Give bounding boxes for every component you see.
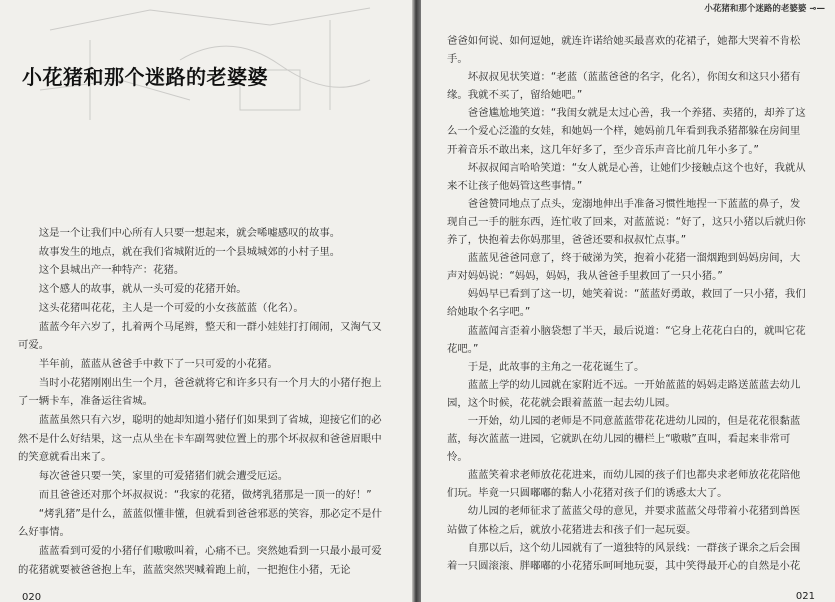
paragraph: 这个县城出产一种特产：花猪。 — [38, 264, 185, 277]
paragraph: 爸爸如何说、如何逗她，就连许诺给她买最喜欢的花裙子，她都大哭着不肯松手。 — [447, 35, 801, 66]
left-body-text — [18, 224, 384, 579]
left-page — [0, 0, 412, 602]
paragraph: 一开始，幼儿园的老师是不同意蓝蓝带花花进幼儿园的，但是花花很黏蓝蓝，每次蓝蓝一进园，它就趴在幼儿园的栅栏上“嗷嗷”直叫，看起来非常可怜。 — [447, 414, 801, 464]
paragraph: 蓝蓝闻言歪着小脑袋想了半天，最后说道：“它身上花花白白的，就叫它花花吧。” — [447, 324, 806, 355]
paragraph: 自那以后，这个幼儿园就有了一道独特的风景线：一群孩子课余之后会围着一只圆滚滚、胖嘟嘟的小花猪乐呵呵地玩耍，其中笑得最开心的自然是小花 — [447, 541, 801, 572]
paragraph: 这头花猪叫花花，主人是一个可爱的小女孩蓝蓝（化名）。 — [38, 301, 304, 314]
paragraph: 坏叔叔见状笑道：“老蓝（蓝蓝爸爸的名字，化名），你闺女和这只小猪有缘。我就不买了，留给她吧。” — [447, 71, 801, 102]
paragraph: 蓝蓝笑着求老师放花花进来，而幼儿园的孩子们也都央求老师放花花陪他们玩。毕竟一只圆嘟嘟的黏人小花猪对孩子们的诱惑太大了。 — [447, 469, 801, 500]
paragraph: 妈妈早已看到了这一切，她笑着说：“蓝蓝好勇敢，救回了一只小猪，我们给她取个名字吧。” — [447, 288, 806, 319]
paragraph: 蓝蓝今年六岁了，扎着两个马尾辫，整天和一群小娃娃打打闹闹，又淘气又可爱。 — [18, 320, 382, 352]
paragraph: 这是一个让我们中心所有人只要一想起来，就会唏嘘感叹的故事。 — [38, 227, 341, 239]
paragraph: 蓝蓝上学的幼儿园就在家附近不远。一开始蓝蓝的妈妈走路送蓝蓝去幼儿园，这个时候，花花就会跟着蓝蓝一起去幼儿园。 — [447, 378, 801, 409]
paragraph: 蓝蓝虽然只有六岁，聪明的她却知道小猪仔们如果到了省城，迎接它们的必然不是什么好结果，这一点从坐在卡车副驾驶位置上的那个坏叔叔和爸爸眉眼中的笑意就看出来了。 — [18, 414, 382, 464]
right-page — [421, 0, 835, 602]
chapter-title: 小花猪和那个迷路的老婆婆 — [22, 65, 268, 89]
running-head-ornament-icon: ⊸— — [809, 4, 825, 14]
paragraph: 于是，此故事的主角之一花花诞生了。 — [467, 360, 645, 373]
paragraph: 蓝蓝见爸爸同意了，终于破涕为笑，抱着小花猪一溜烟跑到妈妈房间，大声对妈妈说：“妈妈，妈妈，我从爸爸手里救回了一只小猪。” — [447, 252, 801, 283]
right-body-text — [447, 32, 809, 575]
paragraph: 幼儿园的老师征求了蓝蓝父母的意见，并要求蓝蓝父母带着小花猪到兽医站做了体检之后，就放小花猪进去和孩子们一起玩耍。 — [447, 505, 801, 536]
paragraph: 爸爸尴尬地笑道：“我闺女就是太过心善，我一个养猪、卖猪的，却养了这么一个爱心泛滥的女娃，和她妈一个样，她妈前几年看到我杀猪都躲在房间里开着音乐不敢出来，这几年好多了，至少音乐声音比前几年小多了。” — [447, 107, 806, 156]
paragraph: 半年前，蓝蓝从爸爸手中救下了一只可爱的小花猪。 — [38, 357, 278, 370]
paragraph: 坏叔叔闻言哈哈笑道：“女人就是心善，让她们少接触点这个也好，我就从来不让孩子他妈管这些事情。” — [447, 161, 806, 192]
book-gutter — [412, 0, 421, 602]
paragraph: 当时小花猪刚刚出生一个月，爸爸就将它和许多只有一个月大的小猪仔抱上了一辆卡车，准备运往省城。 — [18, 376, 382, 408]
page-number-right: 021 — [795, 591, 815, 602]
paragraph: 每次爸爸只要一笑，家里的可爱猪猪们就会遭受厄运。 — [38, 470, 289, 483]
running-head-text: 小花猪和那个迷路的老婆婆 — [704, 4, 807, 14]
page-number-left: 020 — [22, 592, 42, 602]
paragraph: “烤乳猪”是什么，蓝蓝似懂非懂，但就看到爸爸邪恶的笑容，那必定不是什么好事情。 — [18, 507, 383, 539]
paragraph: 故事发生的地点，就在我们省城附近的一个县城城郊的小村子里。 — [38, 245, 341, 258]
paragraph: 而且爸爸还对那个坏叔叔说：“我家的花猪，做烤乳猪那是一顶一的好！” — [38, 488, 372, 501]
paragraph: 爸爸赞同地点了点头，宠溺地伸出手准备习惯性地捏一下蓝蓝的鼻子，发现自己一手的脏东西，连忙收了回来，对蓝蓝说：“好了，这只小猪以后就归你养了，快抱着去你妈那里，爸爸还要和叔叔忙点事。” — [447, 197, 806, 247]
paragraph: 这个感人的故事，就从一头可爱的花猪开始。 — [38, 283, 247, 296]
running-head — [704, 2, 825, 14]
paragraph: 蓝蓝看到可爱的小猪仔们嗷嗷叫着，心痛不已。突然她看到一只最小最可爱的花猪就要被爸爸抱上车，蓝蓝突然哭喊着跑上前，一把抱住小猪，无论 — [18, 544, 382, 576]
